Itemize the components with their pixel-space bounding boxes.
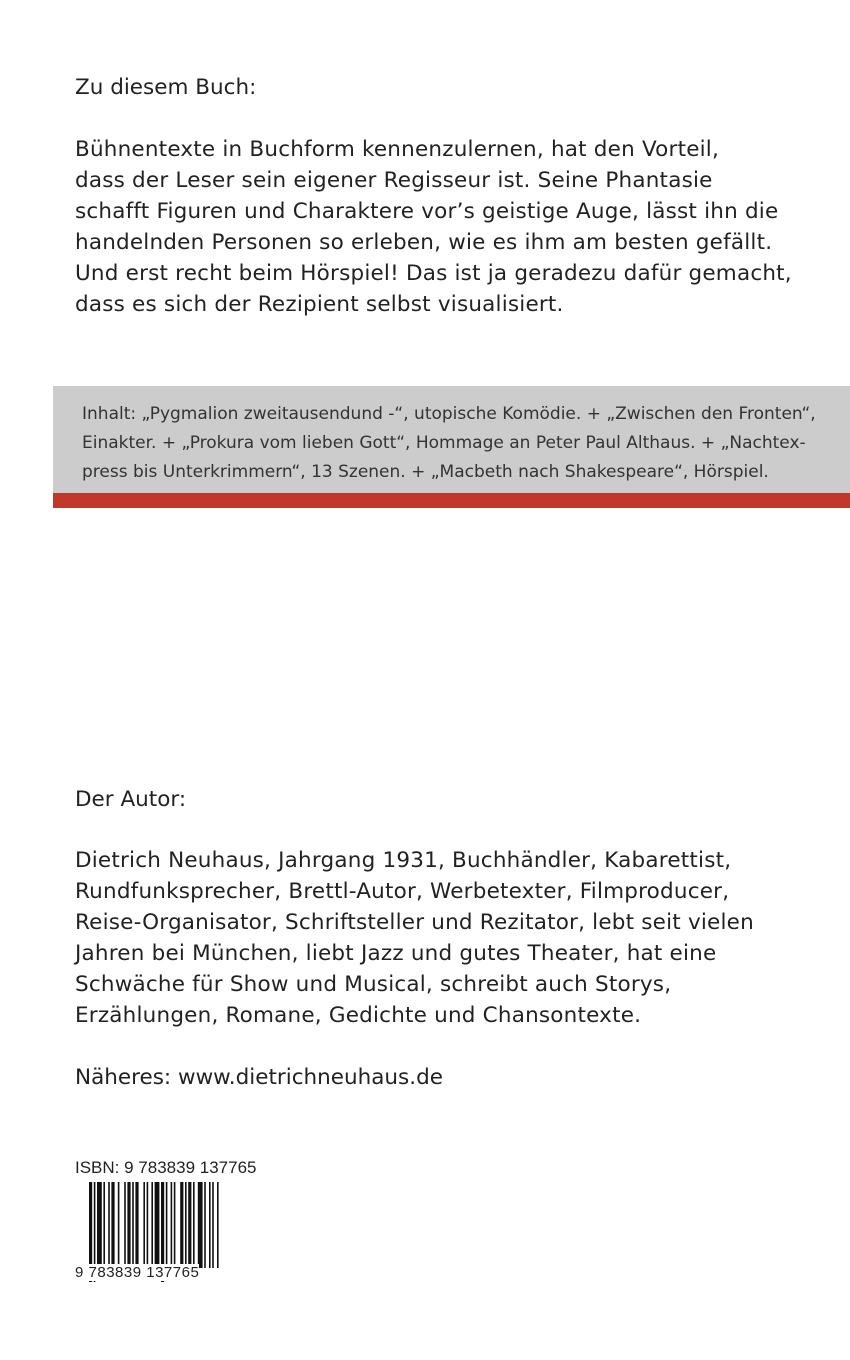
barcode-bar: [193, 1182, 195, 1268]
barcode-bar: [127, 1182, 130, 1268]
barcode-bar: [212, 1182, 214, 1268]
barcode-bar: [111, 1182, 114, 1268]
more-info-link: Näheres: www.dietrichneuhaus.de: [75, 1065, 443, 1090]
barcode-bar: [198, 1182, 203, 1268]
paragraph-line: handelnden Personen so erleben, wie es ihm am besten gefällt.: [75, 230, 773, 255]
barcode-bar: [204, 1182, 206, 1268]
barcode-bar: [155, 1182, 160, 1268]
paragraph-line: Schwäche für Show und Musical, schreibt auch Storys,: [75, 972, 672, 997]
barcode-bar: [103, 1182, 105, 1268]
about-book-paragraph: [75, 134, 835, 320]
barcode-bar: [118, 1182, 120, 1268]
barcode-bar: [143, 1182, 145, 1268]
paragraph-line: Jahren bei München, liebt Jazz und gutes Theater, hat eine: [75, 941, 717, 966]
contents-line: press bis Unterkrimmern“, 13 Szenen. + „Macbeth nach Shakespeare“, Hörspiel.: [82, 462, 769, 482]
barcode-bar: [174, 1182, 176, 1268]
barcode-bar: [180, 1182, 183, 1268]
paragraph-line: dass es sich der Rezipient selbst visualisiert.: [75, 292, 564, 317]
author-paragraph: [75, 845, 835, 1031]
contents-text: [82, 400, 842, 487]
barcode-bar: [151, 1182, 153, 1268]
paragraph-line: Erzählungen, Romane, Gedichte und Chansontexte.: [75, 1003, 642, 1028]
paragraph-line: Reise-Organisator, Schriftsteller und Rezitator, lebt seit vielen: [75, 910, 754, 935]
author-heading: Der Autor:: [75, 787, 187, 812]
barcode-bar: [166, 1182, 168, 1268]
barcode-bar: [132, 1182, 134, 1268]
paragraph-line: Und erst recht beim Hörspiel! Das ist ja geradezu dafür gemacht,: [75, 261, 792, 286]
barcode-bar: [147, 1182, 149, 1268]
barcode-bar: [108, 1182, 110, 1268]
barcode-bar: [124, 1182, 126, 1268]
barcode-bar: [171, 1182, 173, 1268]
isbn-label: ISBN: 9 783839 137765: [75, 1158, 257, 1177]
paragraph-line: Dietrich Neuhaus, Jahrgang 1931, Buchhändler, Kabarettist,: [75, 848, 732, 873]
barcode-bar: [188, 1182, 191, 1268]
about-book-heading: Zu diesem Buch:: [75, 75, 257, 100]
barcode-bar: [97, 1182, 102, 1268]
paragraph-line: dass der Leser sein eigener Regisseur ist. Seine Phantasie: [75, 168, 713, 193]
barcode-digits: 9 783839 137765: [75, 1264, 200, 1281]
barcode-bar: [185, 1182, 187, 1268]
barcode-bar: [209, 1182, 211, 1268]
paragraph-line: Bühnentexte in Buchform kennenzulernen, hat den Vorteil,: [75, 137, 720, 162]
paragraph-line: Rundfunksprecher, Brettl-Autor, Werbetexter, Filmproducer,: [75, 879, 730, 904]
barcode-bar: [217, 1182, 219, 1268]
red-stripe: [53, 493, 850, 508]
barcode-bar: [135, 1182, 138, 1268]
contents-line: Einakter. + „Prokura vom lieben Gott“, Hommage an Peter Paul Althaus. + „Nachtex-: [82, 433, 806, 453]
paragraph-line: schafft Figuren und Charaktere vor’s geistige Auge, lässt ihn die: [75, 199, 779, 224]
contents-line: Inhalt: „Pygmalion zweitausendund -“, utopische Komödie. + „Zwischen den Fronten“,: [82, 404, 816, 424]
